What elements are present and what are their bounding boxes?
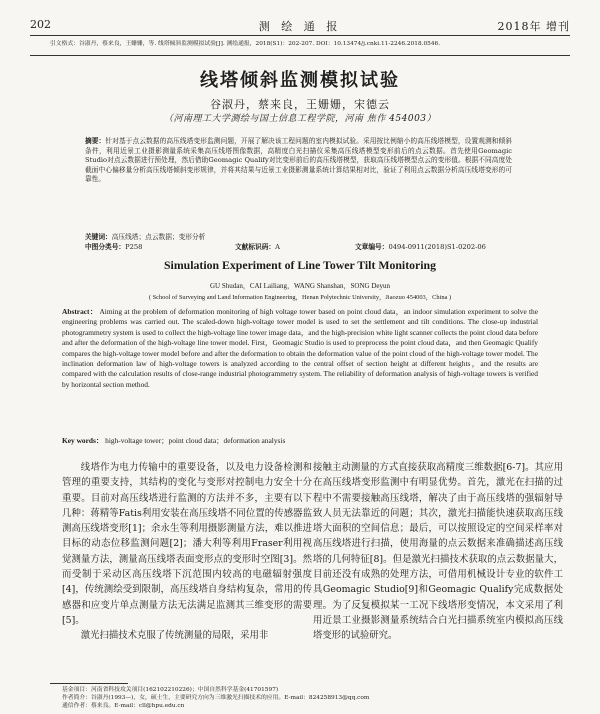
body-paragraph: 线塔作为电力传输中的重要设备，以及电力设备检测和管理的重要支持，其结构的变化与变形对控制电力安全十分重要。目前对高压线塔进行监测的方法并不多，主要有以下几种：蒋精等Fatis利用安装在高压线塔不同位置的传感器监测高压线塔变形[1]；余永生等利用摄影测量方法，难以推进目标的动态位移监测问题[2]；潘大利等利用Fraser利用视觉测量方法，测量高压线塔表面变形点的变形时空图[3]。然而受制于采动区高压线塔下沉范围内较高的电磁辐射强度[4]，传统测绘受到限制，高压线塔自身结构复杂，常用的传感器和应变片单点测量方法无法满足监测其三维变形的需要[5]。 xyxy=(62,462,312,626)
english-keywords-label: Key words： xyxy=(62,436,104,445)
english-abstract-text: Aiming at the problem of deformation monitoring of high voltage tower based on point cloud data，an indoor simulation experiment to solve the engineering problems was carried out. The scaled-down high-voltage tower model is used to set the settlement and tilt conditions. The close-up industrial photogrammetry system is used to collect the high-voltage line tower image data，and the high-precision white light scanner collects the point cloud data before and after the deformation of the high-voltage line tower model. First，Geomagic Studio is used to preprocess the point cloud data，and then Geomagic Qualify compares the high-voltage tower model before and after the deformation to obtain the deformation value of the point cloud of the high-voltage tower model. The inclination deformation law of high-voltage towers is analyzed according to the central offset of section height at different heights，and the results are compared with the calculation results of close-range industrial photogrammetry system. The reliability of deformation analysis of high-voltage towers is verified by horizontal section method. xyxy=(62,307,538,389)
footnote-corresponding: 通信作者：蔡来良。E-mail：cll@hpu.edu.cn xyxy=(62,703,185,709)
body-column-right xyxy=(313,460,563,644)
body-paragraph: 激光扫描技术克服了传统测量的局限，采用非 xyxy=(80,630,269,642)
footnote-rule xyxy=(50,683,128,684)
page-header xyxy=(30,18,570,34)
chinese-keywords-label: 关键词： xyxy=(85,233,112,241)
header-rule xyxy=(30,35,570,36)
footnote-author: 作者简介：谷淑丹(1993—)，女，硕士生，主要研究方向为三维激光扫描技术的应用。E-mail：824258913@qq.com xyxy=(62,695,370,701)
english-title: Simulation Experiment of Line Tower Tilt Monitoring xyxy=(163,258,436,272)
english-affiliation: ( School of Surveying and Land Information Engineering，Henan Polytechnic University，Jiaozuo 454003，China ) xyxy=(148,294,452,301)
body-paragraph: 接触主动测量的方式直接获取高精度三维数据[6-7]。其应用在高压线塔变形监测中有明显优势。首先，激光在扫描的过程中不需要接触高压线塔，解决了由于高压线塔的强辐射导致人员无法靠近的问题；其次，激光扫描能快速获取高压线塔大面积的空间信息；最后，可以按照设定的空间采样率对高压线塔进行扫描，使用海量的点云数据来准确描述高压线塔的几何特征[8]。但是激光扫描技术获取的点云数据量大，目前还没有成熟的处理方法，可借用机械设计专业的软件工具Geomagic Studio[9]和Geomagic Qualify完成数据处理。为了反复模拟某一工况下线塔形变情况，本文采用了利用近景工业摄影测量系统结合白光扫描系统室内模拟高压线塔变形的试验研究。 xyxy=(313,462,563,642)
chinese-abstract xyxy=(85,137,512,185)
english-authors: GU Shudan，CAI Lailiang，WANG Shanshan，SONG Deyun xyxy=(209,282,391,290)
english-abstract-label: Abstract： xyxy=(62,307,98,316)
chinese-title: 线塔倾斜监测模拟试验 xyxy=(200,70,400,91)
chinese-affiliation: （河南理工大学测绘与国土信息工程学院，河南 焦作 454003） xyxy=(163,114,437,124)
journal-name: 测 绘 通 报 xyxy=(258,20,342,33)
english-abstract xyxy=(62,307,538,390)
footnotes xyxy=(62,686,570,710)
footnote-funding: 基金项目：河南省科技攻关项目(162102210226)；中国自然科学基金(41701597) xyxy=(62,687,279,693)
chinese-keywords-text: 高压线塔；点云数据；变形分析 xyxy=(111,233,206,241)
english-keywords xyxy=(62,436,538,446)
doc-code: 文献标识码：A xyxy=(235,243,280,251)
classification-row xyxy=(85,243,512,253)
chinese-keywords xyxy=(85,233,512,242)
chinese-authors: 谷淑丹，蔡来良，王姗姗，宋德云 xyxy=(210,98,390,111)
issue-label: 2018年 增刊 xyxy=(497,20,570,33)
chinese-abstract-label: 摘要： xyxy=(85,137,106,145)
body-column-left xyxy=(62,460,312,644)
citation-rule xyxy=(30,55,570,56)
page-number: 202 xyxy=(30,18,51,31)
chinese-abstract-text: 针对基于点云数据的高压线塔变形监测问题，开展了解决该工程问题的室内模拟试验。采用按比例缩小的高压线塔模型，设置观测和倾斜条件，利用近景工业摄影测量系统采集高压线塔图像数据，高精度白光扫描仪采集高压线塔模型变形前后的点云数据。首先使用Geomagic Studio对点云数据进行预处理，然后借助Geomagic Qualify对比变形前后的高压线塔模型，获取高压线塔模型点云的变形值。根据不同高度处截面中心偏移量分析高压线塔倾斜变形规律，并将其结果与近景工业摄影测量系统计算结果相对比，验证了利用点云数据分析高压线塔变形的可靠性。 xyxy=(85,137,513,184)
english-keywords-text: high-voltage tower；point cloud data；deformation analysis xyxy=(105,436,286,445)
class-number: 中图分类号：P258 xyxy=(85,243,143,251)
citation-line: 引文格式：谷淑丹，蔡来良，王姗姗，等. 线塔倾斜监测模拟试验[J]. 测绘通报，2018(S1)：202-207. DOI：10.13474/j.cnki.11-2246.2018.0546. xyxy=(50,41,441,47)
article-number: 文章编号：0494-0911(2018)S1-0202-06 xyxy=(355,243,486,251)
